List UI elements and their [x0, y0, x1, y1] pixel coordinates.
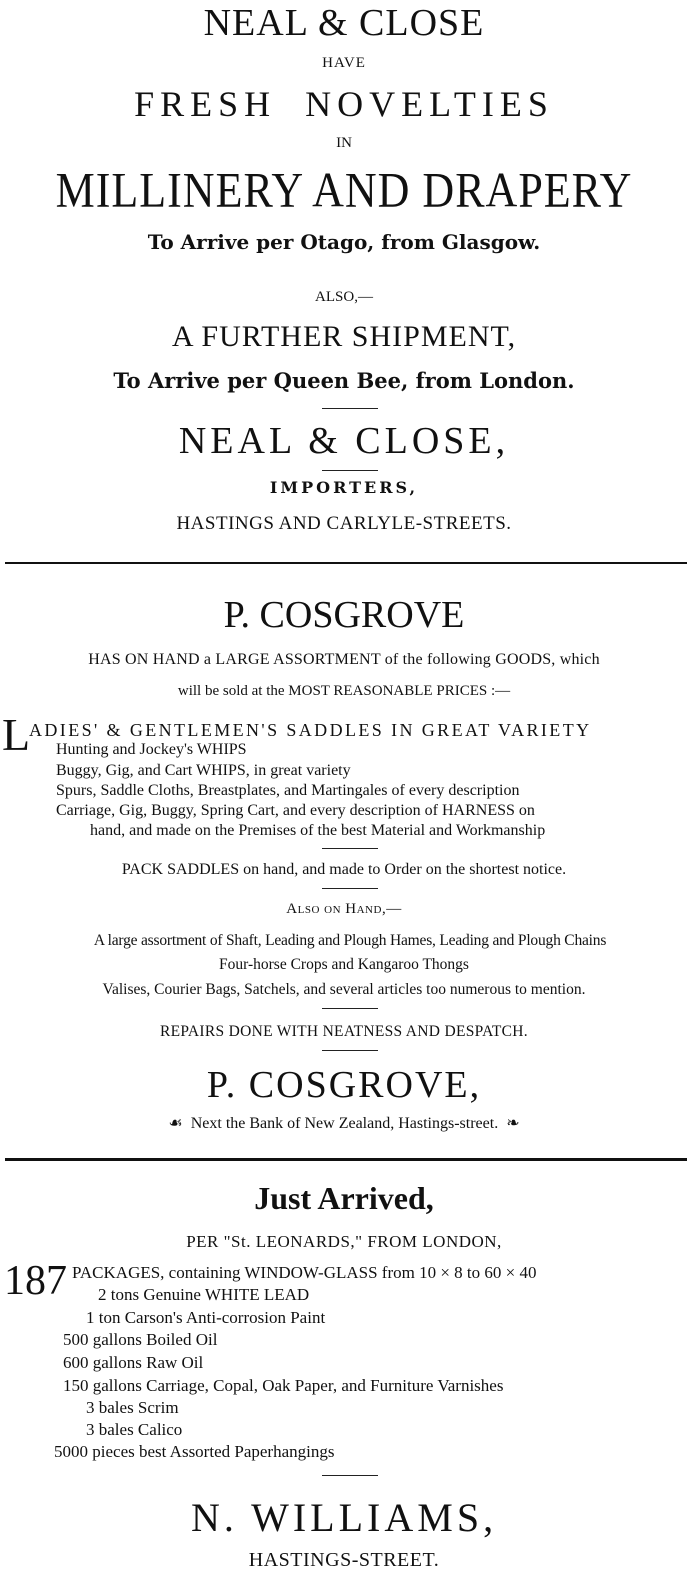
divider [322, 470, 378, 471]
list-item: Buggy, Gig, and Cart WHIPS, in great variety [56, 762, 351, 779]
just-arrived-heading: Just Arrived, [254, 1180, 434, 1216]
list-item: 3 bales Scrim [86, 1398, 179, 1417]
list-item: hand, and made on the Premises of the best Material and Workmanship [90, 822, 546, 839]
divider [322, 408, 378, 409]
section-divider [5, 562, 687, 564]
divider [322, 1475, 378, 1476]
has-on-hand-text: HAS ON HAND a LARGE ASSORTMENT of the following GOODS, which [88, 651, 600, 668]
ship-name-line: PER "St. LEONARDS," FROM LONDON, [186, 1232, 502, 1251]
left-hand-ornament-icon: ☙ [168, 1115, 183, 1132]
divider [322, 888, 378, 889]
saddler-address: Next the Bank of New Zealand, Hastings-street. [190, 1115, 499, 1132]
firm-name-signature: NEAL & CLOSE, [178, 420, 510, 462]
list-item: 1 ton Carson's Anti-corrosion Paint [86, 1308, 326, 1327]
pack-saddles-text: PACK SADDLES on hand, and made to Order on the shortest notice. [121, 861, 567, 878]
arrive-otago-line: To Arrive per Otago, from Glasgow. [147, 230, 541, 254]
list-item: 5000 pieces best Assorted Paperhangings [54, 1442, 335, 1461]
merchant-name: N. WILLIAMS, [190, 1495, 498, 1540]
firm-address: HASTINGS AND CARLYLE-STREETS. [176, 513, 512, 534]
list-item: Spurs, Saddle Cloths, Breastplates, and Martingales of every description [56, 782, 520, 799]
divider [322, 1050, 378, 1051]
list-item: Hunting and Jockey's WHIPS [56, 741, 247, 758]
valises-text: Valises, Courier Bags, Satchels, and several articles too numerous to mention. [102, 981, 586, 998]
list-item: 500 gallons Boiled Oil [63, 1330, 218, 1349]
saddles-line: ADIES' & GENTLEMEN'S SADDLES IN GREAT VARIETY [29, 720, 592, 740]
merchant-address: HASTINGS-STREET. [248, 1549, 440, 1571]
divider [322, 848, 378, 849]
firm-name-heading: NEAL & CLOSE [203, 2, 485, 44]
right-hand-ornament-icon: ❧ [506, 1115, 520, 1132]
also-text: ALSO,— [315, 289, 373, 305]
saddler-address-line [0, 1116, 688, 1132]
crops-text: Four-horse Crops and Kangaroo Thongs [219, 956, 469, 973]
list-item: 600 gallons Raw Oil [63, 1353, 204, 1372]
saddler-name-heading: P. COSGROVE [223, 594, 465, 636]
divider [322, 1008, 378, 1009]
hames-text: A large assortment of Shaft, Leading and Plough Hames, Leading and Plough Chains [93, 932, 607, 949]
millinery-drapery-heading: MILLINERY AND DRAPERY [55, 162, 633, 218]
fresh-novelties-heading: FRESH NOVELTIES [134, 84, 554, 124]
reasonable-prices-text: will be sold at the MOST REASONABLE PRICES :— [177, 683, 511, 699]
arrive-queen-bee-line: To Arrive per Queen Bee, from London. [113, 368, 575, 393]
list-item: 2 tons Genuine WHITE LEAD [98, 1285, 310, 1304]
importers-text: IMPORTERS, [269, 478, 419, 497]
have-text: HAVE [322, 55, 366, 71]
in-text: IN [336, 135, 352, 151]
section-divider [5, 1158, 687, 1161]
package-count: 187 [4, 1258, 67, 1304]
also-on-hand-text: Also on Hand,— [286, 901, 402, 917]
list-item: 150 gallons Carriage, Copal, Oak Paper, and Furniture Varnishes [63, 1376, 504, 1395]
saddler-name-signature: P. COSGROVE, [206, 1064, 482, 1106]
repairs-text: REPAIRS DONE WITH NEATNESS AND DESPATCH. [160, 1023, 528, 1040]
packages-line: PACKAGES, containing WINDOW-GLASS from 10 × 8 to 60 × 40 [72, 1263, 537, 1282]
list-item: Carriage, Gig, Buggy, Spring Cart, and every description of HARNESS on [56, 802, 535, 819]
list-item: 3 bales Calico [86, 1420, 183, 1439]
further-shipment-heading: A FURTHER SHIPMENT, [171, 320, 517, 353]
drop-cap-letter: L [2, 709, 31, 760]
